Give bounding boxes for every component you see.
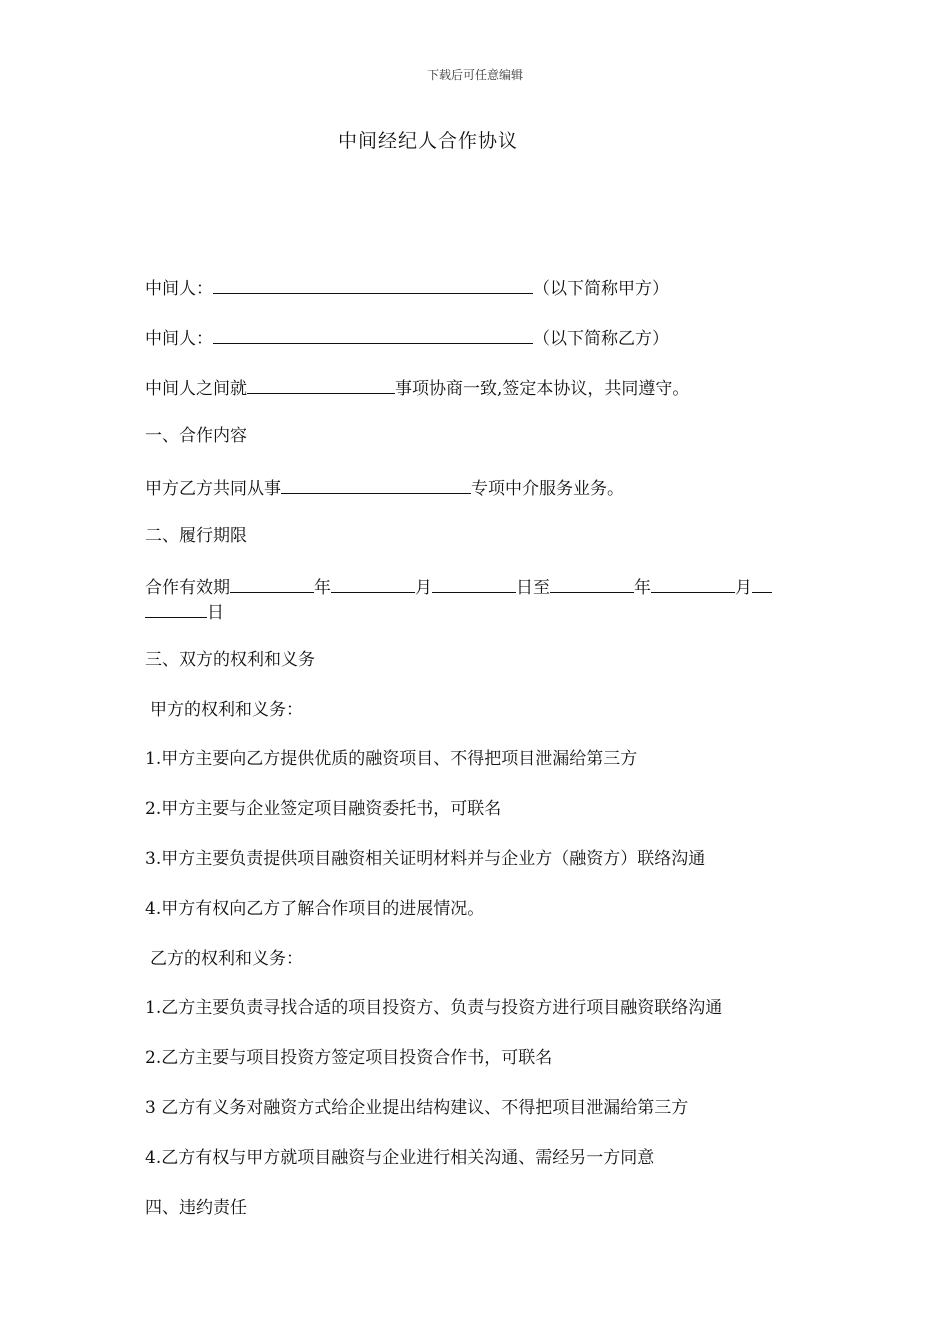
end-month-blank[interactable] (651, 574, 735, 593)
day-to-label: 日至 (516, 578, 550, 598)
section4-heading: 四、违约责任 (145, 1198, 247, 1218)
party-b-item-2: 2.乙方主要与项目投资方签定项目投资合作书，可联名 (145, 1048, 553, 1068)
term-line-cont (145, 599, 224, 624)
end-year-label: 年 (634, 578, 651, 598)
end-day-blank-b[interactable] (145, 599, 207, 618)
party-a-item-1: 1.甲方主要向乙方提供优质的融资项目、不得把项目泄漏给第三方 (145, 749, 638, 769)
party-b-rights-heading: 乙方的权利和义务： (150, 949, 303, 969)
service-blank[interactable] (281, 475, 471, 494)
party-a-item-2: 2.甲方主要与企业签定项目融资委托书，可联名 (145, 799, 502, 819)
section1-heading: 一、合作内容 (145, 426, 247, 446)
party-a-line (145, 275, 669, 300)
party-a-item-4: 4.甲方有权向乙方了解合作项目的进展情况。 (145, 899, 485, 919)
party-b-label: 中间人： (145, 329, 213, 349)
party-a-blank[interactable] (213, 275, 533, 294)
intro-blank[interactable] (247, 375, 395, 394)
document-title: 中间经纪人合作协议 (338, 130, 519, 152)
section2-heading: 二、履行期限 (145, 526, 247, 546)
section3-heading: 三、双方的权利和义务 (145, 650, 315, 670)
party-b-item-4: 4.乙方有权与甲方就项目融资与企业进行相关沟通、需经另一方同意 (145, 1148, 655, 1168)
year-label: 年 (314, 578, 331, 598)
party-a-label: 中间人： (145, 279, 213, 299)
month-label: 月 (415, 578, 432, 598)
term-prefix: 合作有效期 (145, 578, 230, 598)
start-day-blank[interactable] (432, 574, 516, 593)
party-b-item-1: 1.乙方主要负责寻找合适的项目投资方、负责与投资方进行项目融资联络沟通 (145, 998, 723, 1018)
end-day-blank-a[interactable] (752, 574, 772, 593)
party-a-item-3: 3.甲方主要负责提供项目融资相关证明材料并与企业方（融资方）联络沟通 (145, 849, 706, 869)
party-b-suffix: （以下简称乙方） (533, 329, 669, 349)
end-year-blank[interactable] (550, 574, 634, 593)
start-month-blank[interactable] (331, 574, 415, 593)
party-b-blank[interactable] (213, 325, 533, 344)
section1-text-prefix: 甲方乙方共同从事 (145, 479, 281, 499)
section1-text-suffix: 专项中介服务业务。 (471, 479, 624, 499)
party-a-rights-heading: 甲方的权利和义务： (150, 700, 303, 720)
party-b-line (145, 325, 669, 350)
party-b-item-3: 3 乙方有义务对融资方式给企业提出结构建议、不得把项目泄漏给第三方 (145, 1098, 689, 1118)
end-month-label: 月 (735, 578, 752, 598)
start-year-blank[interactable] (230, 574, 314, 593)
intro-line (145, 375, 689, 400)
section1-text (145, 475, 624, 500)
day-label: 日 (207, 603, 224, 623)
intro-prefix: 中间人之间就 (145, 379, 247, 399)
term-line (145, 574, 772, 599)
intro-suffix: 事项协商一致,签定本协议，共同遵守。 (395, 379, 690, 399)
header-note: 下载后可任意编辑 (426, 68, 523, 82)
party-a-suffix: （以下简称甲方） (533, 279, 669, 299)
